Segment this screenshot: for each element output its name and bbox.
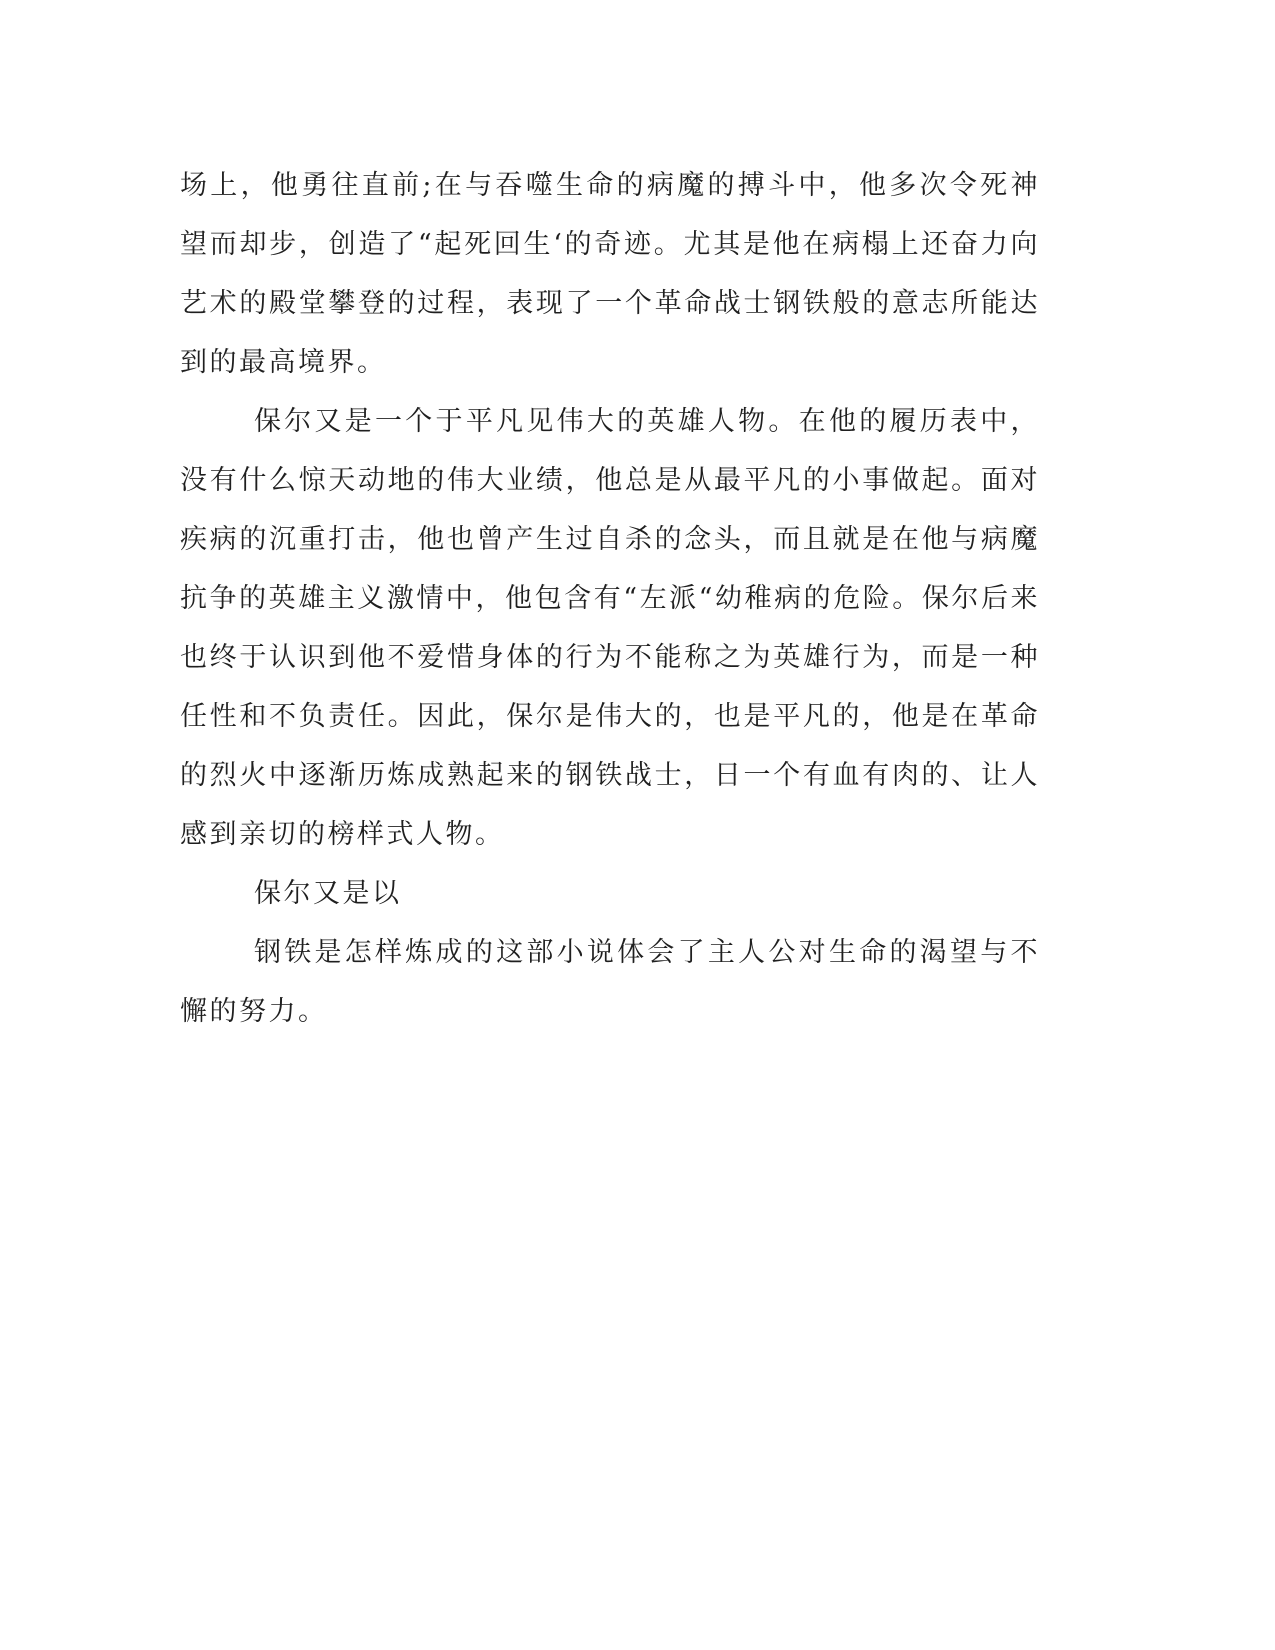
paragraph-hero-ordinary: 保尔又是一个于平凡见伟大的英雄人物。在他的履历表中，没有什么惊天动地的伟大业绩，他总是从最平凡的小事做起。面对疾病的沉重打击，他也曾产生过自杀的念头，而且就是在他与病魔抗争的英雄主义激情中，他包含有“左派“幼稚病的危险。保尔后来也终于认识到他不爱惜身体的行为不能称之为英雄行为，而是一种任性和不负责任。因此，保尔是伟大的，也是平凡的，他是在革命的烈火中逐渐历炼成熟起来的钢铁战士，日一个有血有肉的、让人感到亲切的榜样式人物。 (180, 406, 1040, 850)
paragraph-fragment: 保尔又是以 (254, 878, 402, 909)
body-text (180, 156, 1040, 1041)
paragraph-continued: 场上，他勇往直前;在与吞噬生命的病魔的搏斗中，他多次令死神望而却步，创造了“起死回生‘的奇迹。尤其是他在病榻上还奋力向艺术的殿堂攀登的过程，表现了一个革命战士钢铁般的意志所能达到的最高境界。 (180, 170, 1040, 378)
paragraph-conclusion: 钢铁是怎样炼成的这部小说体会了主人公对生命的渴望与不懈的努力。 (180, 937, 1040, 1027)
